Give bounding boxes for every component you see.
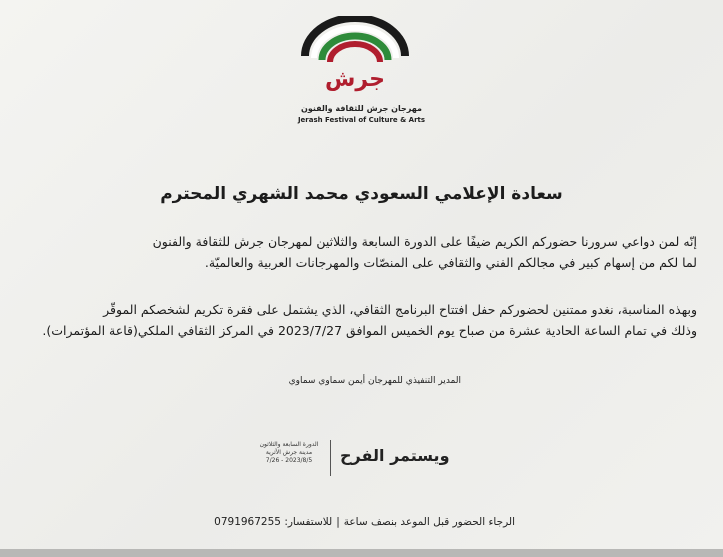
session-info: [254, 441, 324, 465]
table-surface: [0, 549, 723, 557]
paragraph-welcome: [17, 231, 697, 273]
paragraph-line: وبهذه المناسبة، نغدو ممتنين لحضوركم حفل افتتاح البرنامج الثقافي، الذي يشتمل على فقرة تكريم لشخصكم الموقّر: [103, 302, 697, 317]
organization-name-ar: مهرجان جرش للثقافة والفنون: [301, 104, 422, 113]
paragraph-line: لما لكم من إسهام كبير في مجالكم الفني والثقافي على المنصّات والمهرجانات العربية والعالميّة.: [204, 255, 697, 270]
paragraph-invitation: [17, 299, 697, 341]
inquiry-label: للاستفسار:: [284, 516, 333, 528]
session-edition: الدورة السابعة والثلاثون: [259, 441, 319, 448]
paragraph-line: إنّه لمن دواعي سرورنا حضوركم الكريم ضيفًا على الدورة السابعة والثلاثين لمهرجان جرش للثقافة والفنون: [152, 234, 697, 249]
phone-number: 0791967255: [214, 516, 281, 528]
footer-note: الرجاء الحضور قبل الموعد بنصف ساعة: [343, 516, 515, 528]
footer: [214, 516, 515, 528]
organization-name-en: Jerash Festival of Culture & Arts: [297, 116, 426, 124]
paragraph-line: وذلك في تمام الساعة الحادية عشرة من صباح يوم الخميس الموافق 2023/7/27 في المركز الثقافي الملكي(قاعة المؤتمرات).: [42, 323, 697, 338]
divider: [330, 440, 331, 476]
session-dates: 2023/8/5 - 7/26: [265, 457, 313, 464]
honoree-title: سعادة الإعلامي السعودي محمد الشهري المحترم: [160, 184, 563, 204]
signature-line: المدير التنفيذي للمهرجان أيمن سماوي سماوي: [288, 376, 461, 386]
festival-logo: [300, 16, 410, 92]
slogan: ويستمر الفرح: [340, 446, 450, 465]
session-venue: مدينة جرش الأثرية: [265, 449, 313, 456]
logo-text: جرش: [325, 67, 385, 92]
footer-separator: |: [336, 516, 340, 528]
